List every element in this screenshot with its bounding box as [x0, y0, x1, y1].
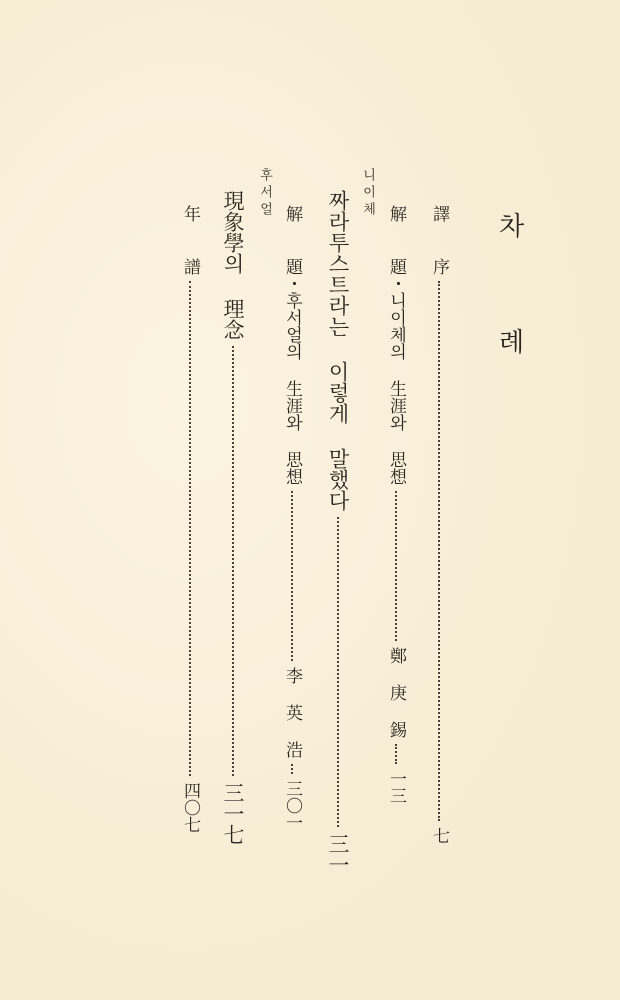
leader-dots [337, 517, 339, 827]
leader-dots [395, 744, 397, 764]
toc-entry-zarathustra[interactable] [327, 190, 348, 875]
phenomenology-title: 現象學의 理念 [221, 190, 245, 340]
intro-title: ・니이체의 生涯와 思想 [386, 275, 406, 485]
toc-entry-preface[interactable] [430, 205, 447, 844]
leader-dots [291, 491, 293, 661]
phenomenology-page: 三一七 [221, 782, 245, 845]
intro-label-b: 題 [386, 258, 406, 275]
intro2-label-a: 解 [282, 205, 302, 222]
toc-entry-chronology[interactable] [181, 205, 198, 833]
author-nietzsche: 니이체 [360, 168, 375, 219]
leader-dots [232, 346, 234, 776]
page-title: 차 례 [494, 212, 524, 384]
intro-label-a: 解 [386, 205, 406, 222]
author-husserl: 후서얼 [257, 168, 272, 219]
zarathustra-page: 三一 [326, 833, 350, 875]
intro-page: 一三 [386, 770, 406, 804]
intro2-author: 李 英 浩 [282, 667, 302, 758]
intro2-title: ・후서얼의 生涯와 思想 [282, 275, 302, 485]
toc-entry-phenomenology[interactable] [222, 190, 243, 845]
leader-dots [291, 764, 293, 774]
chronology-label-b: 譜 [180, 258, 200, 275]
zarathustra-title: 짜라투스트라는 이렇게 말했다 [326, 190, 350, 511]
intro2-label-b: 題 [282, 258, 302, 275]
preface-page: 七 [429, 827, 449, 844]
chronology-page: 四〇七 [180, 782, 200, 833]
chronology-label-a: 年 [180, 205, 200, 222]
intro2-page: 三〇一 [282, 780, 302, 831]
preface-label-b: 序 [429, 258, 449, 275]
toc-entry-intro-nietzsche[interactable] [387, 205, 404, 804]
leader-dots [395, 491, 397, 641]
preface-label-a: 譯 [429, 205, 449, 222]
toc-entry-intro-husserl[interactable] [283, 205, 300, 831]
intro-author: 鄭 庚 錫 [386, 647, 406, 738]
leader-dots [189, 281, 191, 776]
leader-dots [438, 281, 440, 821]
